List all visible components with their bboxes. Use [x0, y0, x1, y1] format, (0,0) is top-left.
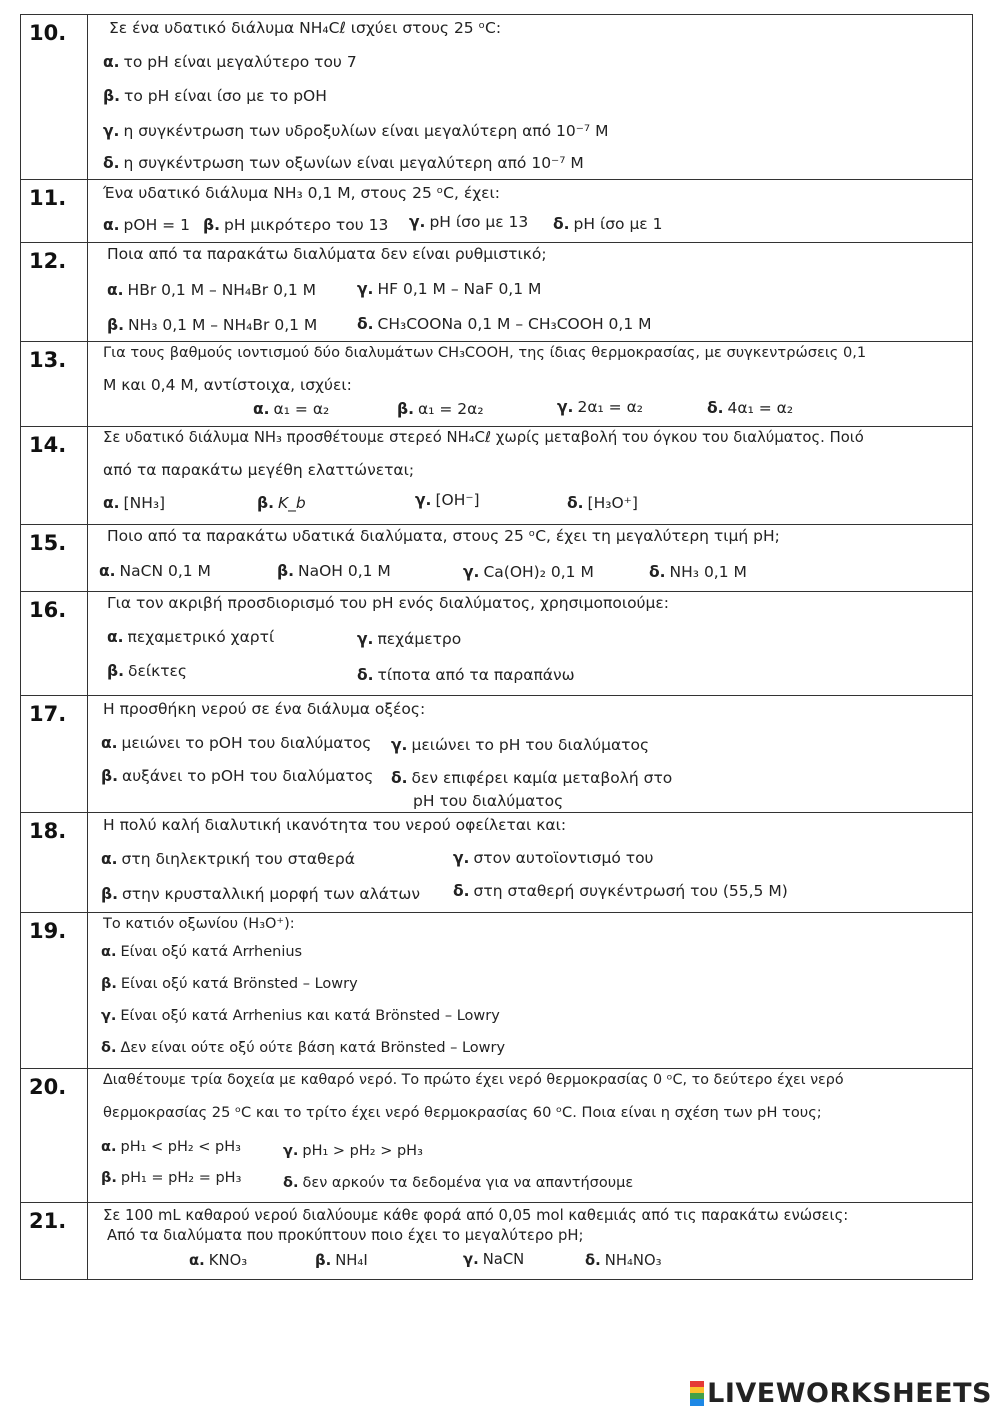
option-d[interactable] [649, 563, 747, 581]
question-row [21, 813, 972, 913]
option-text: αυξάνει το pOH του διαλύματος [121, 767, 374, 785]
option-text: η συγκέντρωση των υδροξυλίων είναι μεγαλύτερη από 10⁻⁷ M [123, 122, 609, 140]
option-text: NH₄I [335, 1252, 368, 1269]
question-text-line2: από τα παρακάτω μεγέθη ελαττώνεται; [103, 461, 415, 479]
question-number: 10. [29, 21, 67, 45]
question-row [21, 427, 972, 525]
question-text: Η προσθήκη νερού σε ένα διάλυμα οξέος: [103, 700, 426, 718]
option-text: [H₃O⁺] [587, 494, 638, 512]
option-d[interactable] [453, 882, 788, 900]
question-text: Ποιο από τα παρακάτω υδατικά διαλύματα, στους 25 ᵒC, έχει τη μεγαλύτερη τιμή pH; [107, 527, 780, 545]
question-number: 12. [29, 249, 67, 273]
option-a[interactable] [101, 1139, 241, 1155]
option-letter: β. [203, 216, 220, 234]
option-text: το pH είναι ίσο με το pOH [123, 87, 327, 105]
option-a[interactable] [253, 400, 329, 418]
option-a[interactable] [103, 216, 190, 234]
option-letter: α. [107, 628, 124, 646]
question-number-cell [21, 1069, 88, 1202]
option-c[interactable] [463, 563, 594, 581]
option-a[interactable] [189, 1252, 247, 1269]
option-text: NaCN [482, 1251, 525, 1268]
question-number: 17. [29, 702, 67, 726]
option-d[interactable] [357, 315, 651, 333]
option-letter: α. [103, 53, 120, 71]
option-letter: δ. [649, 563, 666, 581]
option-a[interactable] [101, 734, 371, 752]
option-b[interactable] [103, 87, 327, 105]
option-text: NaCN 0,1 M [119, 562, 211, 580]
question-number-cell [21, 427, 88, 524]
option-letter: γ. [415, 491, 432, 509]
option-letter: γ. [463, 1251, 479, 1268]
option-text: α₁ = 2α₂ [417, 400, 484, 418]
question-text: Σε υδατικό διάλυμα NH₃ προσθέτουμε στερεό NH₄Cℓ χωρίς μεταβολή του όγκου του διαλύματος. Ποιό [103, 429, 864, 446]
question-text: Για τον ακριβή προσδιορισμό του pH ενός διαλύματος, χρησιμοποιούμε: [107, 594, 669, 612]
option-letter: γ. [283, 1143, 299, 1159]
option-letter: δ. [357, 666, 374, 684]
option-b[interactable] [101, 885, 420, 903]
question-row [21, 913, 972, 1069]
question-text: Σε 100 mL καθαρού νερού διαλύουμε κάθε φορά από 0,05 mol καθεμιάς από τις παρακάτω ενώσεις: [103, 1207, 849, 1224]
question-number: 15. [29, 531, 67, 555]
option-letter: α. [101, 850, 118, 868]
option-d[interactable] [567, 494, 638, 512]
option-text: pH ίσο με 1 [573, 215, 663, 233]
option-text: [OH⁻] [435, 491, 480, 509]
option-c[interactable] [283, 1143, 423, 1159]
option-text: 4α₁ = α₂ [727, 399, 794, 417]
option-text: Είναι οξύ κατά Arrhenius [120, 944, 303, 960]
option-c[interactable] [391, 736, 649, 754]
option-b[interactable] [257, 494, 306, 512]
option-letter: δ. [391, 769, 408, 787]
question-number: 14. [29, 433, 67, 457]
question-table [20, 14, 973, 1280]
question-number-cell [21, 342, 88, 426]
option-text: K_b [277, 494, 306, 512]
question-row [21, 696, 972, 813]
question-text: Για τους βαθμούς ιοντισμού δύο διαλυμάτων CH₃COOH, της ίδιας θερμοκρασίας, με συγκεντρώσεις 0,1 [103, 344, 867, 361]
option-letter: β. [101, 1170, 117, 1186]
option-letter: α. [101, 944, 117, 960]
option-d[interactable] [585, 1252, 662, 1269]
option-text: πεχάμετρο [377, 630, 462, 648]
question-text: Διαθέτουμε τρία δοχεία με καθαρό νερό. Το πρώτο έχει νερό θερμοκρασίας 0 ᵒC, το δεύτερο έχει νερό [103, 1072, 844, 1088]
option-letter: β. [257, 494, 274, 512]
liveworksheets-logo[interactable] [690, 1378, 992, 1409]
option-letter: α. [253, 400, 270, 418]
option-letter: β. [397, 400, 414, 418]
question-number-cell [21, 592, 88, 695]
option-text: NH₄NO₃ [604, 1252, 662, 1269]
question-text: Ποια από τα παρακάτω διαλύματα δεν είναι ρυθμιστικό; [107, 245, 547, 263]
option-c[interactable] [357, 630, 461, 648]
question-text-line2: θερμοκρασίας 25 ᵒC και το τρίτο έχει νερό θερμοκρασίας 60 ᵒC. Ποια είναι η σχέση των pH τους; [103, 1104, 822, 1121]
option-text: η συγκέντρωση των οξωνίων είναι μεγαλύτερη από 10⁻⁷ M [123, 154, 584, 172]
option-text: στη σταθερή συγκέντρωσή του (55,5 M) [473, 882, 788, 900]
question-number-cell [21, 180, 88, 242]
option-text: pH₁ = pH₂ = pH₃ [120, 1170, 242, 1186]
option-b[interactable] [315, 1252, 368, 1269]
question-text: Το κατιόν οξωνίου (H₃O⁺): [103, 916, 295, 932]
option-d[interactable] [391, 769, 672, 787]
option-c[interactable] [103, 122, 608, 140]
logo-text: LIVEWORKSHEETS [707, 1378, 992, 1409]
option-text: δεν αρκούν τα δεδομένα για να απαντήσουμε [302, 1175, 634, 1191]
option-letter: γ. [453, 849, 470, 867]
question-number: 11. [29, 186, 67, 210]
question-text-line2: M και 0,4 M, αντίστοιχα, ισχύει: [103, 376, 352, 394]
option-a[interactable] [107, 281, 316, 299]
option-text: μειώνει το pH του διαλύματος [411, 736, 650, 754]
option-letter: β. [107, 316, 124, 334]
question-text: Η πολύ καλή διαλυτική ικανότητα του νερού οφείλεται και: [103, 816, 567, 834]
option-letter: α. [107, 281, 124, 299]
option-letter: α. [99, 562, 116, 580]
option-letter: γ. [357, 630, 374, 648]
option-text: α₁ = α₂ [273, 400, 330, 418]
question-number: 13. [29, 348, 67, 372]
option-text: NH₃ 0,1 M [669, 563, 747, 581]
option-text: pH μικρότερο του 13 [223, 216, 389, 234]
option-text: KNO₃ [208, 1252, 248, 1269]
option-d[interactable] [707, 399, 793, 417]
option-text: Ca(OH)₂ 0,1 M [483, 563, 594, 581]
question-text-line2: Από τα διαλύματα που προκύπτουν ποιο έχει το μεγαλύτερο pH; [107, 1227, 584, 1244]
question-number-cell [21, 913, 88, 1068]
option-text: Είναι οξύ κατά Brönsted – Lowry [120, 976, 358, 992]
question-row [21, 243, 972, 342]
option-c[interactable] [557, 398, 643, 416]
option-text: δείκτες [127, 662, 188, 680]
option-b[interactable] [101, 1170, 241, 1186]
option-b[interactable] [203, 216, 388, 234]
question-number: 20. [29, 1075, 67, 1099]
option-letter: β. [277, 562, 294, 580]
option-text: HF 0,1 M – NaF 0,1 M [377, 280, 542, 298]
option-letter: β. [103, 87, 120, 105]
option-letter: γ. [103, 122, 120, 140]
question-text: Ένα υδατικό διάλυμα NH₃ 0,1 M, στους 25 ᵒC, έχει: [103, 184, 500, 202]
question-number-cell [21, 15, 88, 179]
option-letter: β. [315, 1252, 332, 1269]
option-letter: γ. [463, 563, 480, 581]
option-text: pH₁ < pH₂ < pH₃ [120, 1139, 241, 1155]
option-text: τίποτα από τα παραπάνω [377, 666, 575, 684]
option-letter: γ. [101, 1008, 117, 1024]
option-text: στην κρυσταλλική μορφή των αλάτων [121, 885, 420, 903]
question-row [21, 525, 972, 592]
logo-mark-icon [690, 1381, 704, 1405]
option-letter: α. [189, 1252, 205, 1269]
question-number-cell [21, 243, 88, 341]
option-text: HBr 0,1 M – NH₄Br 0,1 M [127, 281, 317, 299]
option-letter: γ. [409, 213, 426, 231]
question-row [21, 342, 972, 427]
option-letter: δ. [357, 315, 374, 333]
option-c[interactable] [357, 280, 541, 298]
option-text: δεν επιφέρει καμία μεταβολή στο [411, 769, 673, 787]
question-number: 21. [29, 1209, 67, 1233]
option-b[interactable] [107, 316, 317, 334]
option-letter: β. [107, 662, 124, 680]
question-number-cell [21, 1203, 88, 1279]
option-c[interactable] [409, 213, 528, 231]
option-text: στον αυτοϊοντισμό του [473, 849, 654, 867]
option-d[interactable] [101, 1040, 505, 1056]
question-row [21, 180, 972, 243]
option-text: NaOH 0,1 M [297, 562, 391, 580]
option-letter: β. [101, 885, 118, 903]
option-text: το pH είναι μεγαλύτερο του 7 [123, 53, 357, 71]
option-text: 2α₁ = α₂ [577, 398, 644, 416]
option-text: pOH = 1 [123, 216, 190, 234]
option-letter: δ. [553, 215, 570, 233]
option-text: Είναι οξύ κατά Arrhenius και κατά Brönsted – Lowry [120, 1008, 500, 1024]
option-letter: δ. [103, 154, 120, 172]
option-c[interactable] [415, 491, 480, 509]
question-number: 18. [29, 819, 67, 843]
option-d[interactable] [283, 1175, 633, 1191]
option-letter: δ. [283, 1175, 299, 1191]
option-text: στη διηλεκτρική του σταθερά [121, 850, 355, 868]
question-row [21, 1203, 972, 1280]
question-row [21, 1069, 972, 1203]
question-row [21, 592, 972, 696]
option-d[interactable] [553, 215, 662, 233]
option-a[interactable] [99, 562, 211, 580]
option-letter: δ. [453, 882, 470, 900]
option-d[interactable] [103, 154, 584, 172]
option-letter: γ. [557, 398, 574, 416]
option-letter: γ. [391, 736, 408, 754]
option-b[interactable] [101, 767, 373, 785]
question-number: 19. [29, 919, 67, 943]
option-a[interactable] [101, 850, 355, 868]
option-b[interactable] [107, 662, 187, 680]
option-a[interactable] [103, 494, 165, 512]
option-letter: β. [101, 976, 117, 992]
option-c[interactable] [101, 1008, 500, 1024]
question-row [21, 15, 972, 180]
option-text: πεχαμετρικό χαρτί [127, 628, 275, 646]
option-letter: δ. [101, 1040, 117, 1056]
option-c[interactable] [463, 1251, 524, 1268]
option-text: [NH₃] [123, 494, 166, 512]
question-number-cell [21, 525, 88, 591]
option-letter: δ. [567, 494, 584, 512]
option-a[interactable] [107, 628, 274, 646]
option-letter: α. [101, 1139, 117, 1155]
option-text: NH₃ 0,1 M – NH₄Br 0,1 M [127, 316, 318, 334]
question-number-cell [21, 813, 88, 912]
option-letter: γ. [357, 280, 374, 298]
option-text: pH ίσο με 13 [429, 213, 529, 231]
option-b[interactable] [101, 976, 358, 992]
option-text: Δεν είναι ούτε οξύ ούτε βάση κατά Brönsted – Lowry [120, 1040, 506, 1056]
question-text: Σε ένα υδατικό διάλυμα NH₄Cℓ ισχύει στους 25 ᵒC: [109, 19, 502, 37]
question-number: 16. [29, 598, 67, 622]
option-c[interactable] [453, 849, 654, 867]
option-text: μειώνει το pOH του διαλύματος [121, 734, 372, 752]
option-a[interactable] [101, 944, 302, 960]
option-letter: α. [101, 734, 118, 752]
option-text: CH₃COONa 0,1 M – CH₃COOH 0,1 M [377, 315, 652, 333]
option-a[interactable] [103, 53, 357, 71]
option-letter: α. [103, 494, 120, 512]
option-letter: δ. [707, 399, 724, 417]
option-letter: α. [103, 216, 120, 234]
option-d[interactable] [357, 666, 575, 684]
option-letter: δ. [585, 1252, 601, 1269]
question-number-cell [21, 696, 88, 812]
option-text: pH₁ > pH₂ > pH₃ [302, 1143, 423, 1159]
option-d-continuation: pH του διαλύματος [413, 792, 564, 810]
option-b[interactable] [397, 400, 484, 418]
option-b[interactable] [277, 562, 391, 580]
option-letter: β. [101, 767, 118, 785]
